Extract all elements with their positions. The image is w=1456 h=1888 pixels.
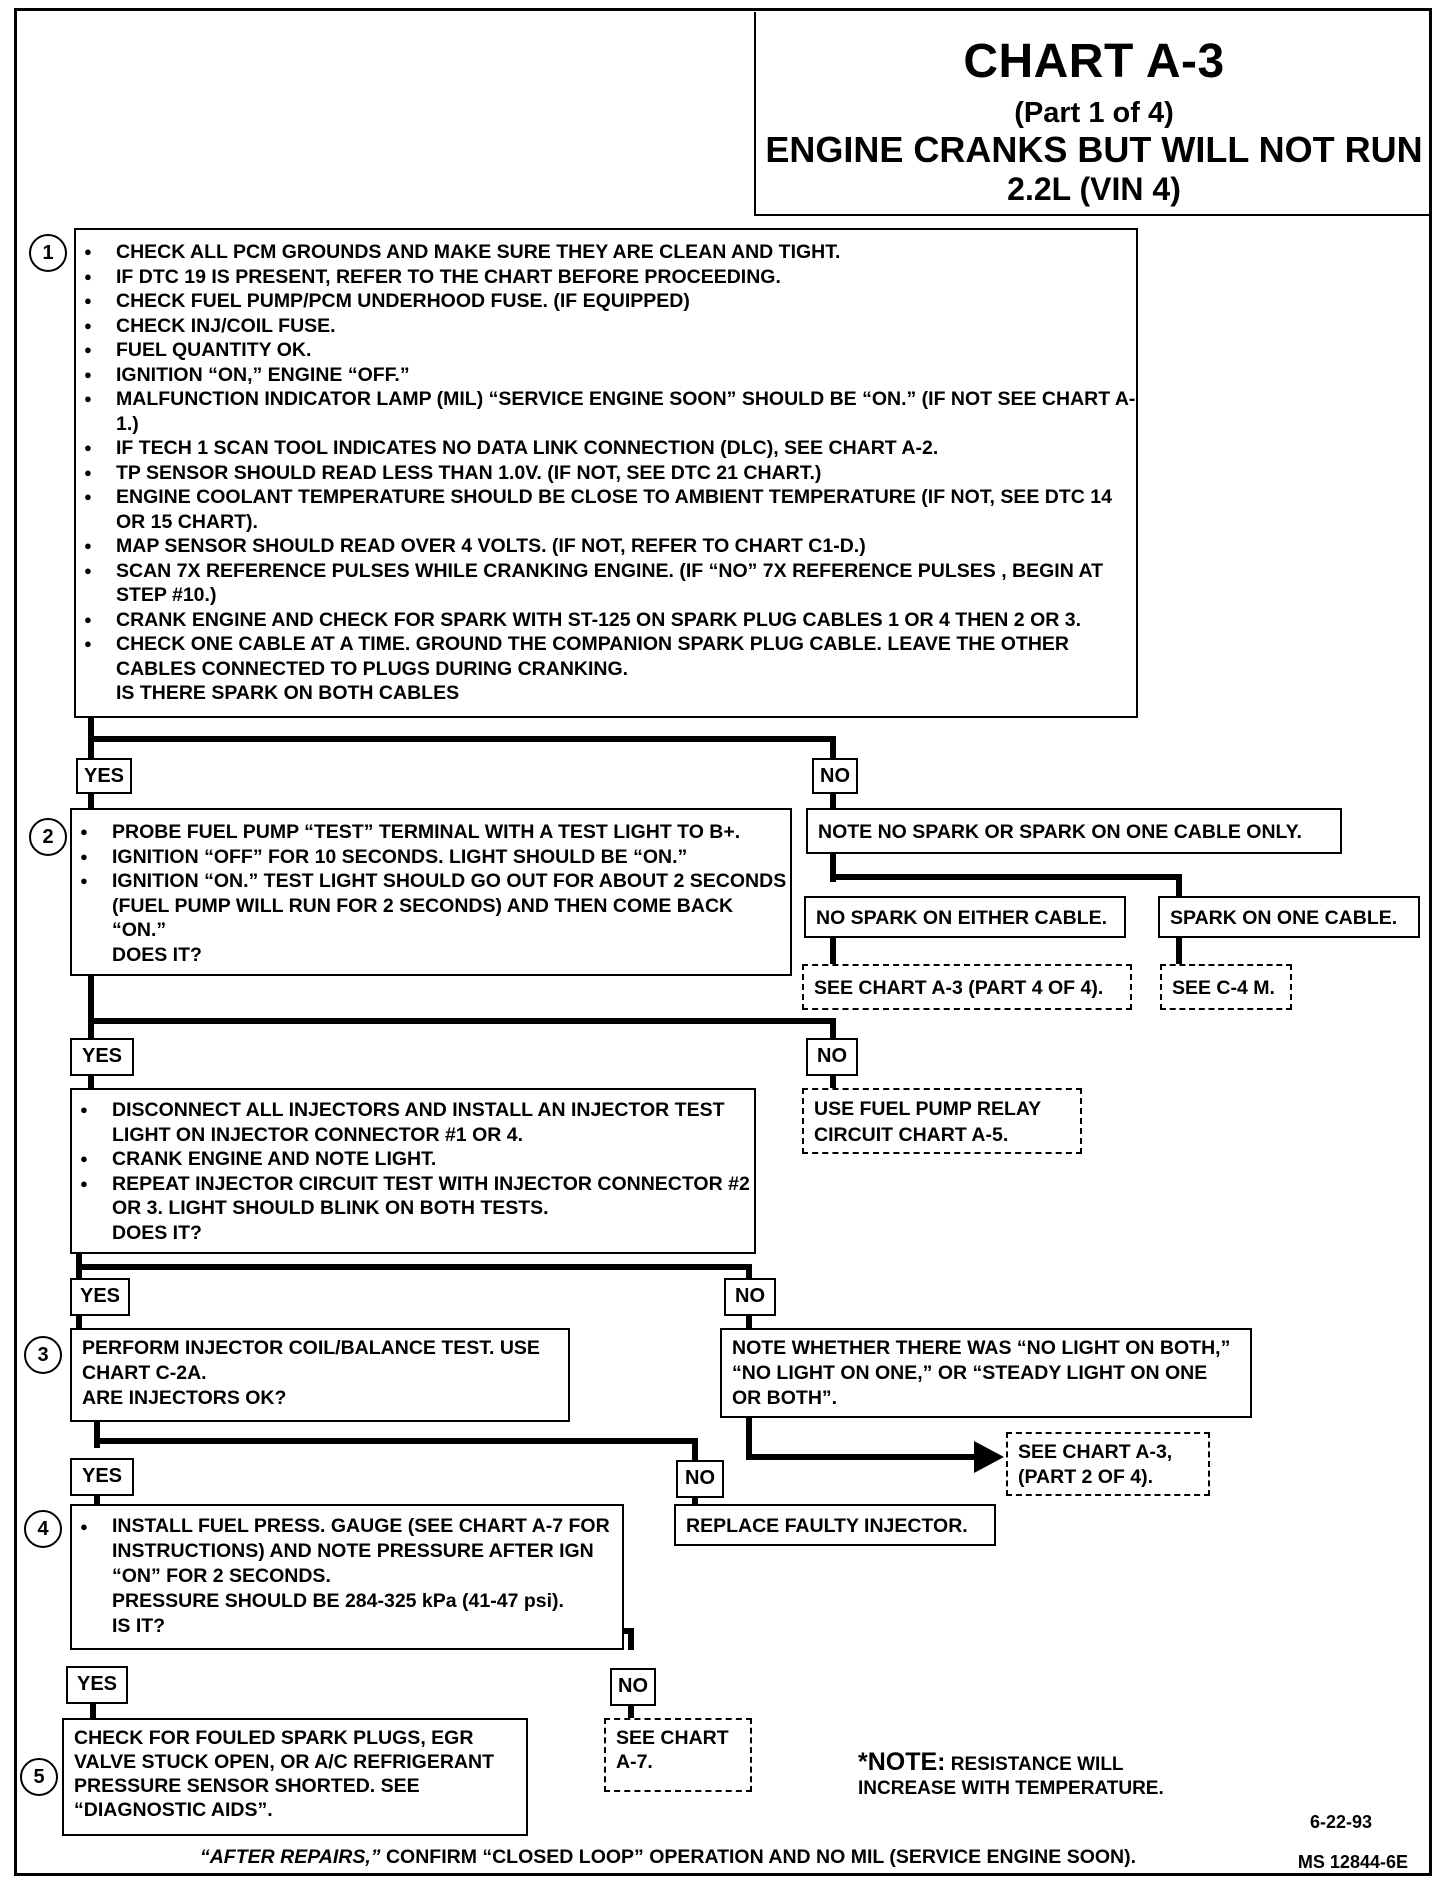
see-chart-a3-part2-box: SEE CHART A-3, (PART 2 OF 4). xyxy=(1006,1432,1210,1496)
document-id: MS 12844-6E xyxy=(1297,1852,1408,1872)
note-text-line1: RESISTANCE WILL xyxy=(950,1754,1124,1775)
yes-label: YES xyxy=(70,1458,134,1496)
step-5-marker: 5 xyxy=(20,1758,58,1796)
yes-label: YES xyxy=(66,1666,128,1704)
injector-test-question: DOES IT? xyxy=(112,1221,202,1244)
note-label: *NOTE: xyxy=(858,1748,946,1776)
title-block xyxy=(754,12,1432,216)
chart-part: (Part 1 of 4) xyxy=(1014,97,1174,129)
step-1-question: IS THERE SPARK ON BOTH CABLES xyxy=(116,682,460,704)
no-label: NO xyxy=(806,1038,858,1076)
no-spark-note-box: NOTE NO SPARK OR SPARK ON ONE CABLE ONLY. xyxy=(806,808,1342,854)
chart-subject: ENGINE CRANKS BUT WILL NOT RUN xyxy=(765,129,1423,170)
step-2-marker: 2 xyxy=(29,818,67,856)
step-4-question: IS IT? xyxy=(112,1615,166,1637)
step-1-item: ● IF DTC 19 IS PRESENT, REFER TO THE CHART BEFORE PROCEEDING. xyxy=(76,265,1136,290)
step-1-item: ● CHECK ALL PCM GROUNDS AND MAKE SURE THEY ARE CLEAN AND TIGHT. xyxy=(76,240,1136,265)
yes-label: YES xyxy=(70,1278,130,1316)
chart-engine: 2.2L (VIN 4) xyxy=(1007,171,1181,207)
step-2-item: ● PROBE FUEL PUMP “TEST” TERMINAL WITH A TEST LIGHT TO B+. xyxy=(72,820,790,845)
step-3-question: ARE INJECTORS OK? xyxy=(82,1387,287,1409)
step-1-item: ● ENGINE COOLANT TEMPERATURE SHOULD BE CLOSE TO AMBIENT TEMPERATURE (IF NOT, SEE DTC 14 OR 15 CHART). xyxy=(76,485,1136,534)
no-label: NO xyxy=(724,1278,776,1316)
footer-emphasis: “AFTER REPAIRS,” xyxy=(199,1846,381,1868)
footer-text: CONFIRM “CLOSED LOOP” OPERATION AND NO MIL (SERVICE ENGINE SOON). xyxy=(380,1846,1137,1868)
step-1-item: ● SCAN 7X REFERENCE PULSES WHILE CRANKING ENGINE. (IF “NO” 7X REFERENCE PULSES , BEGIN AT STEP #10.) xyxy=(76,559,1136,608)
step-3-marker: 3 xyxy=(24,1336,62,1374)
step-1-item: ● CHECK INJ/COIL FUSE. xyxy=(76,314,1136,339)
step-1-item: ● CHECK FUEL PUMP/PCM UNDERHOOD FUSE. (IF EQUIPPED) xyxy=(76,289,1136,314)
replace-injector-box: REPLACE FAULTY INJECTOR. xyxy=(674,1504,996,1546)
yes-label: YES xyxy=(70,1038,134,1076)
injector-test-box xyxy=(70,1088,756,1254)
step-4-box xyxy=(70,1504,624,1650)
step-2-box xyxy=(70,808,792,976)
step-4-marker: 4 xyxy=(24,1510,62,1548)
no-spark-either-box: NO SPARK ON EITHER CABLE. xyxy=(804,896,1126,938)
yes-label: YES xyxy=(76,758,132,794)
fuel-pump-relay-box: USE FUEL PUMP RELAY CIRCUIT CHART A-5. xyxy=(802,1088,1082,1154)
step-1-item: ● MALFUNCTION INDICATOR LAMP (MIL) “SERVICE ENGINE SOON” SHOULD BE “ON.” (IF NOT SEE CHART A-1.) xyxy=(76,387,1136,436)
step-3-text: PERFORM INJECTOR COIL/BALANCE TEST. USE CHART C-2A. xyxy=(82,1337,540,1384)
see-chart-a3-part4-box: SEE CHART A-3 (PART 4 OF 4). xyxy=(802,964,1132,1010)
no-label: NO xyxy=(610,1668,656,1706)
injector-test-item: ● DISCONNECT ALL INJECTORS AND INSTALL AN INJECTOR TEST LIGHT ON INJECTOR CONNECTOR #1 OR 4. xyxy=(72,1098,754,1147)
step-2-item: ● IGNITION “ON.” TEST LIGHT SHOULD GO OUT FOR ABOUT 2 SECONDS (FUEL PUMP WILL RUN FOR 2 SECONDS) AND THEN COME BACK “ON.” xyxy=(72,869,790,943)
step-1-marker: 1 xyxy=(29,234,67,272)
step-2-question: DOES IT? xyxy=(112,943,202,966)
chart-title: CHART A-3 xyxy=(963,35,1225,88)
step-1-item: ● FUEL QUANTITY OK. xyxy=(76,338,1136,363)
step-1-item: ● IF TECH 1 SCAN TOOL INDICATES NO DATA LINK CONNECTION (DLC), SEE CHART A-2. xyxy=(76,436,1136,461)
step-4-pressure: PRESSURE SHOULD BE 284-325 kPa (41-47 psi). xyxy=(112,1590,564,1612)
see-c4m-box: SEE C-4 M. xyxy=(1160,964,1292,1010)
step-1-box xyxy=(74,228,1138,718)
step-1-item: ● CHECK ONE CABLE AT A TIME. GROUND THE COMPANION SPARK PLUG CABLE. LEAVE THE OTHER CABLES CONNECTED TO PLUGS DURING CRANKING. xyxy=(76,632,1136,681)
step-1-item: ● TP SENSOR SHOULD READ LESS THAN 1.0V. (IF NOT, SEE DTC 21 CHART.) xyxy=(76,461,1136,486)
step-2-item: ● IGNITION “OFF” FOR 10 SECONDS. LIGHT SHOULD BE “ON.” xyxy=(72,845,790,870)
no-label: NO xyxy=(812,758,858,794)
step-3-box xyxy=(70,1328,570,1422)
step-1-item: ● MAP SENSOR SHOULD READ OVER 4 VOLTS. (IF NOT, REFER TO CHART C1-D.) xyxy=(76,534,1136,559)
step-1-item: ● CRANK ENGINE AND CHECK FOR SPARK WITH ST-125 ON SPARK PLUG CABLES 1 OR 4 THEN 2 OR 3. xyxy=(76,608,1136,633)
document-date: 6-22-93 xyxy=(1309,1812,1372,1832)
see-chart-a7-box: SEE CHART A-7. xyxy=(604,1718,752,1792)
injector-test-item: ● REPEAT INJECTOR CIRCUIT TEST WITH INJECTOR CONNECTOR #2 OR 3. LIGHT SHOULD BLINK ON BOTH TESTS. xyxy=(72,1172,754,1221)
footer-note xyxy=(0,1846,1396,1869)
injector-test-item: ● CRANK ENGINE AND NOTE LIGHT. xyxy=(72,1147,754,1172)
no-label: NO xyxy=(676,1460,724,1498)
note-text-line2: INCREASE WITH TEMPERATURE. xyxy=(858,1778,1164,1799)
resistance-note xyxy=(858,1750,1278,1801)
note-light-box: NOTE WHETHER THERE WAS “NO LIGHT ON BOTH,” “NO LIGHT ON ONE,” OR “STEADY LIGHT ON ONE OR BOTH”. xyxy=(720,1328,1252,1418)
spark-one-cable-box: SPARK ON ONE CABLE. xyxy=(1158,896,1420,938)
step-5-box: CHECK FOR FOULED SPARK PLUGS, EGR VALVE STUCK OPEN, OR A/C REFRIGERANT PRESSURE SENSOR SHORTED. SEE “DIAGNOSTIC AIDS”. xyxy=(62,1718,528,1836)
step-1-item: ● IGNITION “ON,” ENGINE “OFF.” xyxy=(76,363,1136,388)
arrow-icon xyxy=(974,1441,1004,1473)
step-4-item: ● INSTALL FUEL PRESS. GAUGE (SEE CHART A-7 FOR INSTRUCTIONS) AND NOTE PRESSURE AFTER IGN “ON” FOR 2 SECONDS. xyxy=(72,1514,622,1589)
